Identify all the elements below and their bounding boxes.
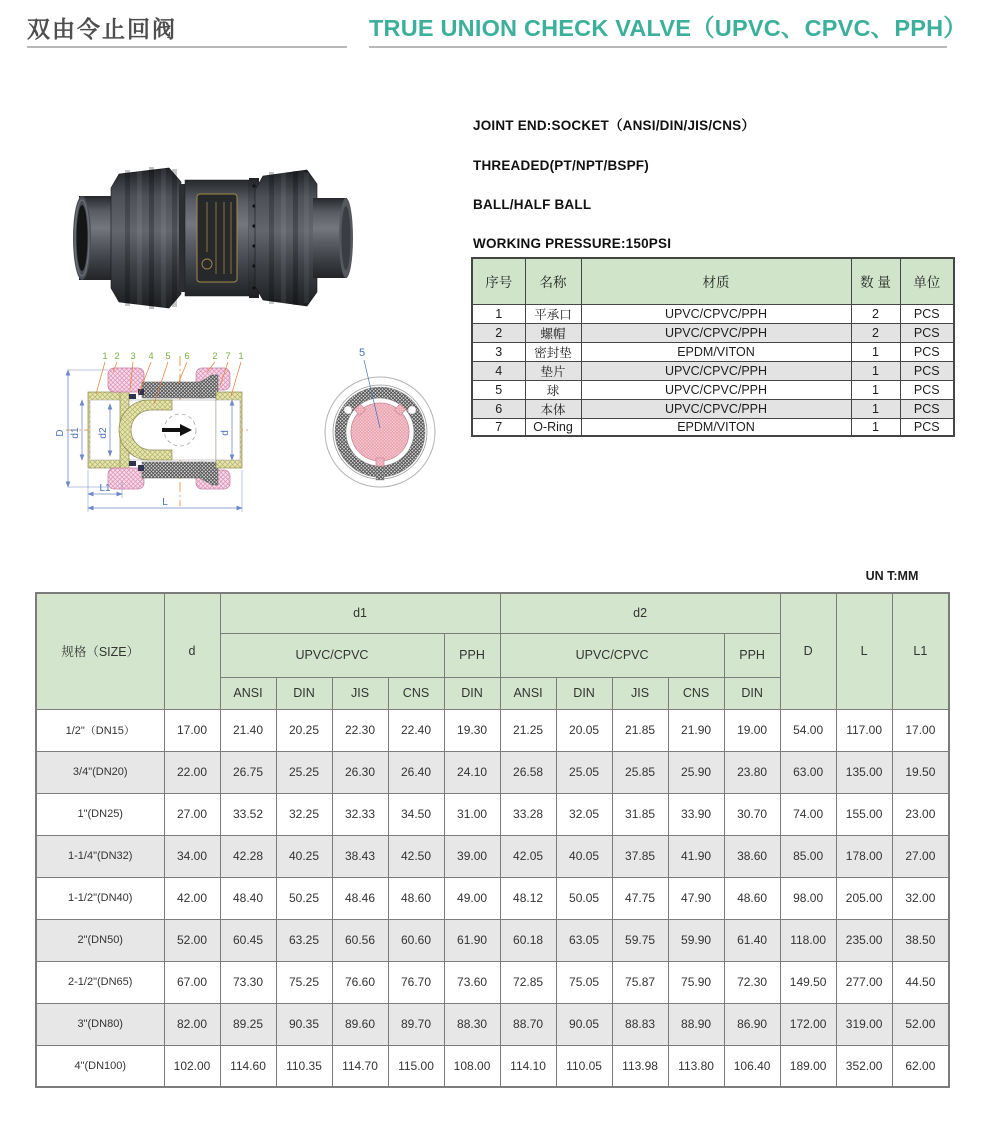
- parts-table-cell: 螺帽: [525, 323, 581, 342]
- dim-size-cell: 1-1/2"(DN40): [36, 877, 164, 919]
- group-header-pph-d1: PPH: [444, 633, 500, 677]
- dim-value-cell: 48.60: [724, 877, 780, 919]
- dim-size-cell: 1/2"（DN15）: [36, 709, 164, 751]
- parts-table-cell: O-Ring: [525, 418, 581, 436]
- dim-size-cell: 1"(DN25): [36, 793, 164, 835]
- dim-value-cell: 88.30: [444, 1003, 500, 1045]
- parts-table-cell: UPVC/CPVC/PPH: [581, 361, 851, 380]
- valve-photo: [55, 118, 375, 333]
- dim-value-cell: 22.40: [388, 709, 444, 751]
- parts-table-row: [472, 418, 954, 436]
- dim-value-cell: 33.28: [500, 793, 556, 835]
- spec-threaded: THREADED(PT/NPT/BSPF): [473, 158, 649, 173]
- dim-table-row: [36, 793, 949, 835]
- spec-pressure: WORKING PRESSURE:150PSI: [473, 236, 672, 251]
- dim-value-cell: 32.00: [892, 877, 949, 919]
- dim-table-row: [36, 835, 949, 877]
- dim-value-cell: 90.35: [276, 1003, 332, 1045]
- end-view-callout-5: 5: [358, 347, 366, 359]
- dim-value-cell: 135.00: [836, 751, 892, 793]
- dim-value-cell: 26.40: [388, 751, 444, 793]
- dim-value-cell: 25.90: [668, 751, 724, 793]
- dim-value-cell: 21.40: [220, 709, 276, 751]
- dim-value-cell: 235.00: [836, 919, 892, 961]
- dim-table-row: [36, 1003, 949, 1045]
- callout-6: 6: [184, 351, 190, 362]
- dim-value-cell: 63.00: [780, 751, 836, 793]
- title-cn-underline: [27, 46, 347, 48]
- dim-table-row: [36, 919, 949, 961]
- parts-table-cell: 7: [472, 418, 525, 436]
- dim-value-cell: 22.00: [164, 751, 220, 793]
- parts-col-qty: 数 量: [851, 258, 900, 304]
- dim-value-cell: 90.05: [556, 1003, 612, 1045]
- dim-value-cell: 75.05: [556, 961, 612, 1003]
- dim-value-cell: 205.00: [836, 877, 892, 919]
- parts-table-cell: PCS: [900, 342, 954, 361]
- callout-1b: 1: [238, 351, 244, 362]
- dim-value-cell: 24.10: [444, 751, 500, 793]
- dim-value-cell: 38.50: [892, 919, 949, 961]
- parts-table-cell: PCS: [900, 380, 954, 399]
- dim-value-cell: 86.90: [724, 1003, 780, 1045]
- parts-table-cell: UPVC/CPVC/PPH: [581, 304, 851, 323]
- callout-2: 2: [114, 351, 120, 362]
- parts-table-cell: PCS: [900, 418, 954, 436]
- group-header-d2: d2: [500, 593, 780, 633]
- dim-value-cell: 23.00: [892, 793, 949, 835]
- dim-value-cell: 75.90: [668, 961, 724, 1003]
- parts-table-cell: 2: [472, 323, 525, 342]
- callout-5: 5: [165, 351, 171, 362]
- dim-table-row: [36, 877, 949, 919]
- dim-value-cell: 48.60: [388, 877, 444, 919]
- group-header-pph-d2: PPH: [724, 633, 780, 677]
- dim-value-cell: 21.90: [668, 709, 724, 751]
- parts-table-body: [472, 304, 954, 436]
- dim-value-cell: 50.05: [556, 877, 612, 919]
- dim-value-cell: 42.28: [220, 835, 276, 877]
- parts-table-cell: 平承口: [525, 304, 581, 323]
- dim-value-cell: 89.70: [388, 1003, 444, 1045]
- dim-value-cell: 88.83: [612, 1003, 668, 1045]
- dim-value-cell: 47.90: [668, 877, 724, 919]
- parts-table-row: [472, 380, 954, 399]
- dim-value-cell: 82.00: [164, 1003, 220, 1045]
- dim-label-L1: L1: [99, 483, 111, 494]
- dim-table-row: [36, 961, 949, 1003]
- parts-table-cell: 4: [472, 361, 525, 380]
- dim-value-cell: 60.56: [332, 919, 388, 961]
- parts-table-cell: 1: [472, 304, 525, 323]
- dim-value-cell: 73.30: [220, 961, 276, 1003]
- dim-header-row-1: [36, 593, 949, 633]
- dim-value-cell: 38.60: [724, 835, 780, 877]
- parts-table-header-row: [472, 258, 954, 304]
- dim-table-body: [36, 709, 949, 1087]
- dim-value-cell: 30.70: [724, 793, 780, 835]
- spec-list: [473, 114, 755, 275]
- parts-table-cell: 1: [851, 380, 900, 399]
- parts-table-row: [472, 399, 954, 418]
- dim-value-cell: 48.40: [220, 877, 276, 919]
- dim-value-cell: 113.98: [612, 1045, 668, 1087]
- parts-table-cell: 6: [472, 399, 525, 418]
- dim-value-cell: 41.90: [668, 835, 724, 877]
- dim-value-cell: 25.25: [276, 751, 332, 793]
- dim-value-cell: 76.60: [332, 961, 388, 1003]
- parts-table-cell: PCS: [900, 399, 954, 418]
- dim-table-row: [36, 751, 949, 793]
- dim-value-cell: 32.33: [332, 793, 388, 835]
- dim-value-cell: 21.85: [612, 709, 668, 751]
- dim-value-cell: 48.46: [332, 877, 388, 919]
- dim-value-cell: 27.00: [164, 793, 220, 835]
- dim-table-header: [36, 593, 949, 709]
- dim-value-cell: 19.50: [892, 751, 949, 793]
- group-header-d1: d1: [220, 593, 500, 633]
- callout-numbers: [102, 351, 243, 362]
- dim-value-cell: 42.05: [500, 835, 556, 877]
- dim-value-cell: 26.58: [500, 751, 556, 793]
- parts-col-name: 名称: [525, 258, 581, 304]
- dim-value-cell: 178.00: [836, 835, 892, 877]
- subcol-cns-d1: CNS: [388, 677, 444, 709]
- dim-value-cell: 60.45: [220, 919, 276, 961]
- dim-value-cell: 98.00: [780, 877, 836, 919]
- parts-table-cell: UPVC/CPVC/PPH: [581, 380, 851, 399]
- dim-value-cell: 88.90: [668, 1003, 724, 1045]
- parts-table-cell: 垫片: [525, 361, 581, 380]
- parts-table-cell: EPDM/VITON: [581, 418, 851, 436]
- subcol-ansi-d1: ANSI: [220, 677, 276, 709]
- dim-value-cell: 60.60: [388, 919, 444, 961]
- dim-value-cell: 42.50: [388, 835, 444, 877]
- dim-value-cell: 20.05: [556, 709, 612, 751]
- dim-value-cell: 72.85: [500, 961, 556, 1003]
- dim-label-D: D: [55, 429, 66, 437]
- dim-value-cell: 34.50: [388, 793, 444, 835]
- col-header-D: D: [780, 593, 836, 709]
- parts-table-cell: PCS: [900, 323, 954, 342]
- dim-value-cell: 352.00: [836, 1045, 892, 1087]
- parts-table-cell: 3: [472, 342, 525, 361]
- dim-value-cell: 32.25: [276, 793, 332, 835]
- callout-1: 1: [102, 351, 108, 362]
- dim-label-L: L: [162, 497, 168, 508]
- dim-value-cell: 110.35: [276, 1045, 332, 1087]
- dim-value-cell: 88.70: [500, 1003, 556, 1045]
- title-en-underline: [369, 46, 947, 48]
- spec-ball: BALL/HALF BALL: [473, 197, 592, 212]
- dim-value-cell: 113.80: [668, 1045, 724, 1087]
- parts-table-cell: EPDM/VITON: [581, 342, 851, 361]
- col-header-d: d: [164, 593, 220, 709]
- parts-col-unit: 单位: [900, 258, 954, 304]
- dim-value-cell: 40.05: [556, 835, 612, 877]
- dim-value-cell: 74.00: [780, 793, 836, 835]
- dim-value-cell: 25.85: [612, 751, 668, 793]
- dim-value-cell: 102.00: [164, 1045, 220, 1087]
- col-header-size: 规格（SIZE）: [36, 593, 164, 709]
- page-title-cn: 双由令止回阀: [27, 16, 177, 42]
- parts-table-cell: 1: [851, 361, 900, 380]
- dim-value-cell: 63.05: [556, 919, 612, 961]
- dim-value-cell: 114.10: [500, 1045, 556, 1087]
- dim-value-cell: 48.12: [500, 877, 556, 919]
- parts-table-cell: UPVC/CPVC/PPH: [581, 399, 851, 418]
- parts-table-cell: 1: [851, 418, 900, 436]
- group-header-upvc-d2: UPVC/CPVC: [500, 633, 724, 677]
- dim-size-cell: 4"(DN100): [36, 1045, 164, 1087]
- subcol-pph-din-d2: DIN: [724, 677, 780, 709]
- dim-value-cell: 34.00: [164, 835, 220, 877]
- dim-value-cell: 319.00: [836, 1003, 892, 1045]
- dim-value-cell: 49.00: [444, 877, 500, 919]
- dim-value-cell: 72.30: [724, 961, 780, 1003]
- technical-drawing-graphic: [50, 342, 450, 527]
- dim-value-cell: 33.90: [668, 793, 724, 835]
- dim-value-cell: 47.75: [612, 877, 668, 919]
- dim-value-cell: 115.00: [388, 1045, 444, 1087]
- dim-size-cell: 1-1/4"(DN32): [36, 835, 164, 877]
- dim-value-cell: 37.85: [612, 835, 668, 877]
- dim-value-cell: 89.25: [220, 1003, 276, 1045]
- dim-label-d2: d2: [98, 427, 109, 439]
- parts-table-cell: UPVC/CPVC/PPH: [581, 323, 851, 342]
- dim-value-cell: 106.40: [724, 1045, 780, 1087]
- group-header-upvc-d1: UPVC/CPVC: [220, 633, 444, 677]
- parts-table: [471, 257, 955, 437]
- subcol-jis-d2: JIS: [612, 677, 668, 709]
- dim-value-cell: 21.25: [500, 709, 556, 751]
- dim-value-cell: 33.52: [220, 793, 276, 835]
- dim-value-cell: 62.00: [892, 1045, 949, 1087]
- dim-value-cell: 114.60: [220, 1045, 276, 1087]
- dim-size-cell: 2-1/2"(DN65): [36, 961, 164, 1003]
- dim-size-cell: 3"(DN80): [36, 1003, 164, 1045]
- callout-7: 7: [225, 351, 231, 362]
- parts-table-cell: 本体: [525, 399, 581, 418]
- dim-value-cell: 26.30: [332, 751, 388, 793]
- parts-table-cell: 2: [851, 304, 900, 323]
- technical-drawing: [50, 342, 450, 527]
- dim-value-cell: 89.60: [332, 1003, 388, 1045]
- dim-value-cell: 31.00: [444, 793, 500, 835]
- valve-label: [197, 194, 237, 282]
- dim-value-cell: 52.00: [892, 1003, 949, 1045]
- subcol-din-d1: DIN: [276, 677, 332, 709]
- dimension-table: [35, 592, 950, 1088]
- subcol-pph-din-d1: DIN: [444, 677, 500, 709]
- callout-3: 3: [130, 351, 136, 362]
- dim-value-cell: 54.00: [780, 709, 836, 751]
- callout-2b: 2: [212, 351, 218, 362]
- dim-value-cell: 155.00: [836, 793, 892, 835]
- col-header-L1: L1: [892, 593, 949, 709]
- valve-body-shapes: [73, 167, 353, 309]
- dim-value-cell: 172.00: [780, 1003, 836, 1045]
- subcol-ansi-d2: ANSI: [500, 677, 556, 709]
- dim-value-cell: 73.60: [444, 961, 500, 1003]
- parts-table-cell: PCS: [900, 361, 954, 380]
- dim-value-cell: 50.25: [276, 877, 332, 919]
- dim-value-cell: 23.80: [724, 751, 780, 793]
- spec-joint-end: JOINT END:SOCKET（ANSI/DIN/JIS/CNS）: [473, 118, 756, 133]
- dim-value-cell: 61.90: [444, 919, 500, 961]
- parts-col-material: 材质: [581, 258, 851, 304]
- dim-value-cell: 17.00: [164, 709, 220, 751]
- dim-value-cell: 75.87: [612, 961, 668, 1003]
- parts-table-row: [472, 323, 954, 342]
- dim-value-cell: 42.00: [164, 877, 220, 919]
- dim-value-cell: 26.75: [220, 751, 276, 793]
- dim-value-cell: 19.00: [724, 709, 780, 751]
- dim-value-cell: 31.85: [612, 793, 668, 835]
- callout-4: 4: [148, 351, 154, 362]
- dim-value-cell: 75.25: [276, 961, 332, 1003]
- dim-value-cell: 277.00: [836, 961, 892, 1003]
- valve-photo-graphic: [55, 118, 375, 333]
- parts-table-cell: 1: [851, 342, 900, 361]
- dim-value-cell: 39.00: [444, 835, 500, 877]
- dim-value-cell: 25.05: [556, 751, 612, 793]
- parts-table-row: [472, 342, 954, 361]
- end-view: [325, 347, 435, 487]
- dim-value-cell: 19.30: [444, 709, 500, 751]
- dim-value-cell: 60.18: [500, 919, 556, 961]
- parts-col-no: 序号: [472, 258, 525, 304]
- parts-table-row: [472, 304, 954, 323]
- dim-value-cell: 27.00: [892, 835, 949, 877]
- dim-table-row: [36, 709, 949, 751]
- dim-table-row: [36, 1045, 949, 1087]
- dim-value-cell: 59.75: [612, 919, 668, 961]
- unit-note: UN T:MM: [865, 569, 919, 583]
- col-header-L: L: [836, 593, 892, 709]
- parts-table-cell: 密封垫: [525, 342, 581, 361]
- dim-value-cell: 52.00: [164, 919, 220, 961]
- parts-table-cell: 1: [851, 399, 900, 418]
- subcol-din-d2: DIN: [556, 677, 612, 709]
- dim-value-cell: 40.25: [276, 835, 332, 877]
- dim-value-cell: 38.43: [332, 835, 388, 877]
- page-title-en: TRUE UNION CHECK VALVE（UPVC、CPVC、PPH）: [369, 15, 967, 41]
- dim-value-cell: 67.00: [164, 961, 220, 1003]
- dim-value-cell: 63.25: [276, 919, 332, 961]
- dim-size-cell: 3/4"(DN20): [36, 751, 164, 793]
- dim-value-cell: 76.70: [388, 961, 444, 1003]
- parts-table-cell: 2: [851, 323, 900, 342]
- dim-value-cell: 20.25: [276, 709, 332, 751]
- dim-value-cell: 117.00: [836, 709, 892, 751]
- dim-value-cell: 44.50: [892, 961, 949, 1003]
- subcol-cns-d2: CNS: [668, 677, 724, 709]
- dim-value-cell: 17.00: [892, 709, 949, 751]
- dim-value-cell: 108.00: [444, 1045, 500, 1087]
- dim-label-d1: d1: [70, 427, 81, 439]
- dim-value-cell: 85.00: [780, 835, 836, 877]
- parts-table-cell: PCS: [900, 304, 954, 323]
- dim-value-cell: 110.05: [556, 1045, 612, 1087]
- dim-value-cell: 114.70: [332, 1045, 388, 1087]
- dim-value-cell: 189.00: [780, 1045, 836, 1087]
- dim-value-cell: 61.40: [724, 919, 780, 961]
- parts-table-row: [472, 361, 954, 380]
- dim-value-cell: 149.50: [780, 961, 836, 1003]
- dim-value-cell: 59.90: [668, 919, 724, 961]
- dim-value-cell: 118.00: [780, 919, 836, 961]
- parts-table-cell: 5: [472, 380, 525, 399]
- dim-value-cell: 32.05: [556, 793, 612, 835]
- parts-table-cell: 球: [525, 380, 581, 399]
- dim-value-cell: 22.30: [332, 709, 388, 751]
- dim-label-d: d: [220, 430, 231, 436]
- dim-size-cell: 2"(DN50): [36, 919, 164, 961]
- subcol-jis-d1: JIS: [332, 677, 388, 709]
